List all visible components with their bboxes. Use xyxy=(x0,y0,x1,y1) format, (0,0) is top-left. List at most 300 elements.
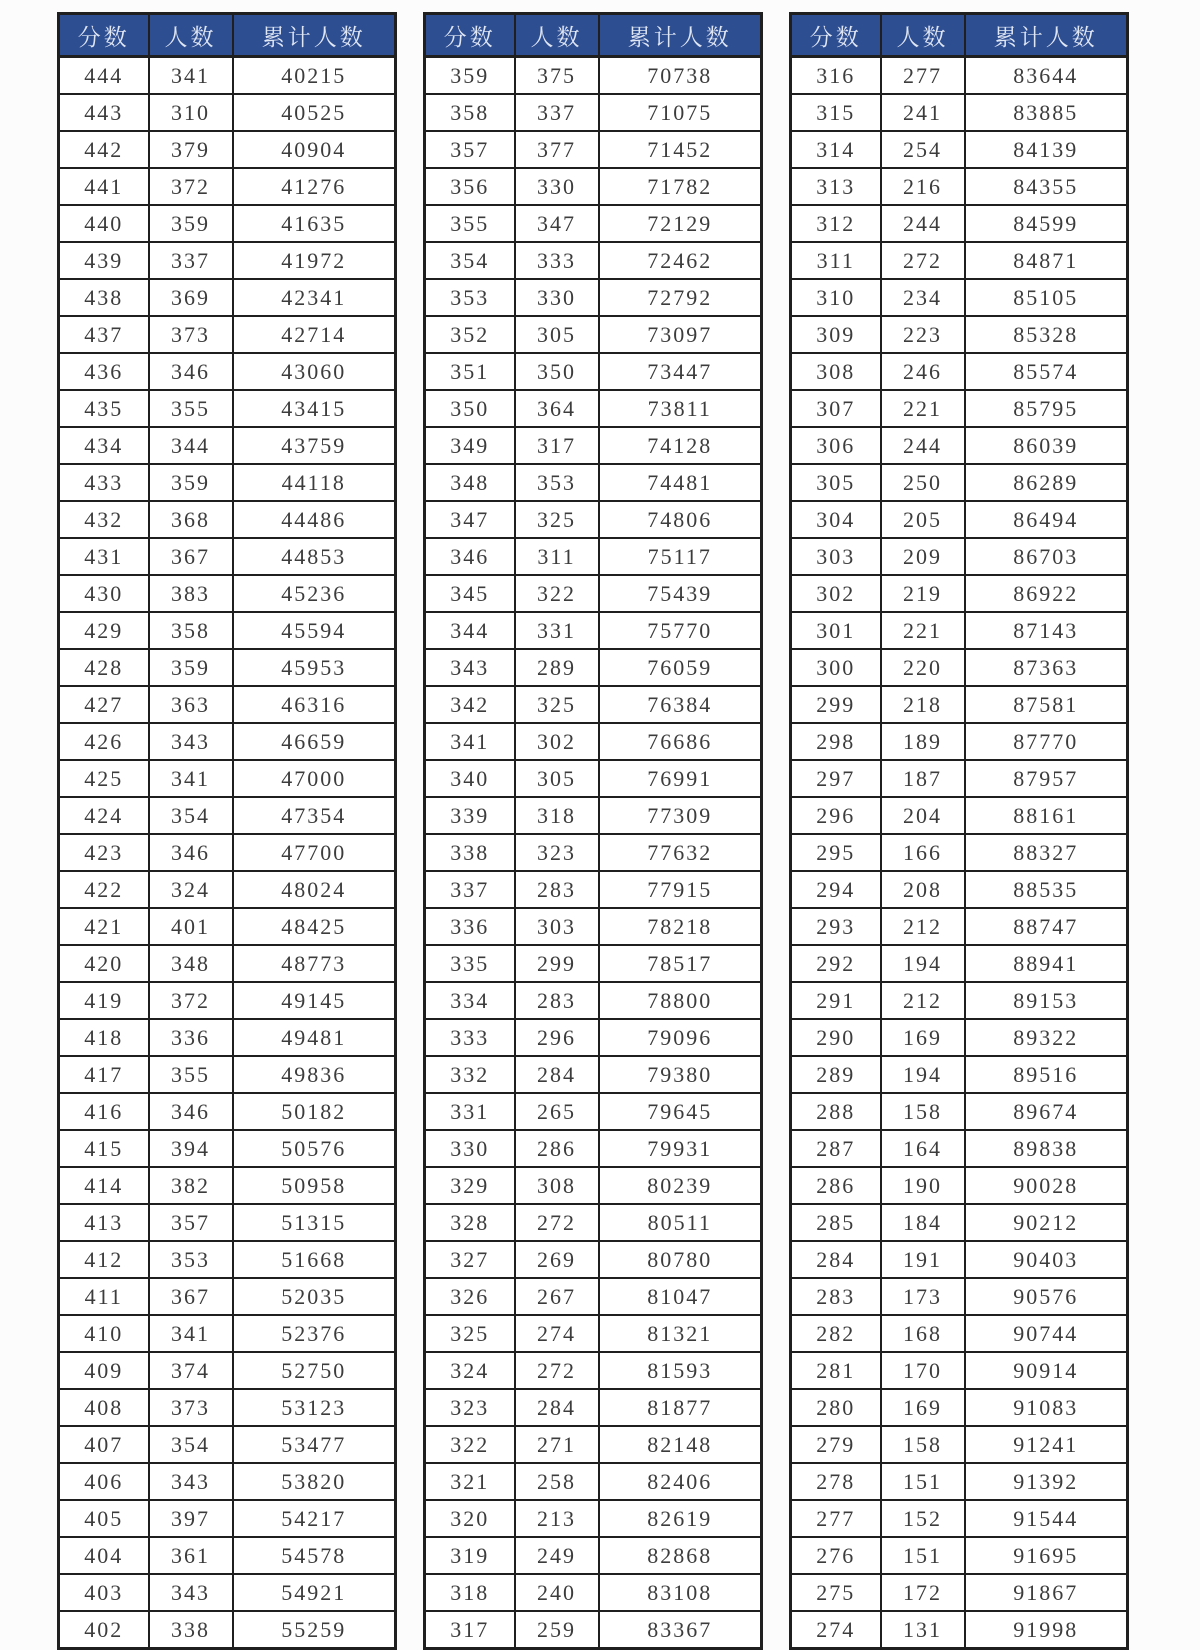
table-row xyxy=(59,1574,396,1611)
count-cell: 318 xyxy=(515,797,599,834)
table-row xyxy=(791,1352,1128,1389)
cumulative-cell: 89322 xyxy=(965,1019,1128,1056)
table-row xyxy=(791,242,1128,279)
table-row xyxy=(425,1204,762,1241)
count-cell: 208 xyxy=(881,871,965,908)
score-cell: 340 xyxy=(425,760,515,797)
count-cell: 350 xyxy=(515,353,599,390)
score-cell: 342 xyxy=(425,686,515,723)
cumulative-cell: 89838 xyxy=(965,1130,1128,1167)
score-cell: 290 xyxy=(791,1019,881,1056)
score-cell: 274 xyxy=(791,1611,881,1649)
score-cell: 276 xyxy=(791,1537,881,1574)
table-row xyxy=(59,1278,396,1315)
count-cell: 152 xyxy=(881,1500,965,1537)
table-row xyxy=(791,649,1128,686)
count-cell: 333 xyxy=(515,242,599,279)
table-row xyxy=(59,1537,396,1574)
cumulative-cell: 40904 xyxy=(233,131,396,168)
cumulative-cell: 88535 xyxy=(965,871,1128,908)
table-row xyxy=(791,1093,1128,1130)
count-cell: 221 xyxy=(881,390,965,427)
count-cell: 249 xyxy=(515,1537,599,1574)
cumulative-cell: 71782 xyxy=(599,168,762,205)
table-row xyxy=(791,168,1128,205)
cumulative-cell: 79096 xyxy=(599,1019,762,1056)
count-cell: 367 xyxy=(149,538,233,575)
cumulative-cell: 49145 xyxy=(233,982,396,1019)
table-row xyxy=(791,871,1128,908)
count-cell: 373 xyxy=(149,316,233,353)
count-cell: 240 xyxy=(515,1574,599,1611)
score-cell: 424 xyxy=(59,797,149,834)
score-cell: 431 xyxy=(59,538,149,575)
cumulative-cell: 76384 xyxy=(599,686,762,723)
cumulative-cell: 89516 xyxy=(965,1056,1128,1093)
score-cell: 417 xyxy=(59,1056,149,1093)
cumulative-cell: 84599 xyxy=(965,205,1128,242)
count-cell: 219 xyxy=(881,575,965,612)
count-cell: 221 xyxy=(881,612,965,649)
table-row xyxy=(59,1056,396,1093)
cumulative-cell: 91392 xyxy=(965,1463,1128,1500)
cumulative-cell: 84871 xyxy=(965,242,1128,279)
count-cell: 212 xyxy=(881,908,965,945)
table-row xyxy=(791,57,1128,95)
score-cell: 337 xyxy=(425,871,515,908)
count-cell: 401 xyxy=(149,908,233,945)
table-row xyxy=(59,575,396,612)
count-cell: 187 xyxy=(881,760,965,797)
cumulative-cell: 83644 xyxy=(965,57,1128,95)
count-cell: 397 xyxy=(149,1500,233,1537)
cumulative-cell: 81877 xyxy=(599,1389,762,1426)
table-row xyxy=(425,242,762,279)
cumulative-cell: 43060 xyxy=(233,353,396,390)
table-row xyxy=(59,1315,396,1352)
cumulative-cell: 86922 xyxy=(965,575,1128,612)
score-cell: 283 xyxy=(791,1278,881,1315)
cumulative-cell: 43415 xyxy=(233,390,396,427)
count-cell: 361 xyxy=(149,1537,233,1574)
score-cell: 419 xyxy=(59,982,149,1019)
cumulative-cell: 84355 xyxy=(965,168,1128,205)
table-row xyxy=(59,1204,396,1241)
table-row xyxy=(59,1352,396,1389)
table-row xyxy=(791,353,1128,390)
count-cell: 212 xyxy=(881,982,965,1019)
table-row xyxy=(425,57,762,95)
count-cell: 246 xyxy=(881,353,965,390)
table-row xyxy=(791,205,1128,242)
table-row xyxy=(59,1500,396,1537)
table-row xyxy=(59,723,396,760)
table-row xyxy=(59,871,396,908)
table-row xyxy=(791,834,1128,871)
table-row xyxy=(59,427,396,464)
table-row xyxy=(425,501,762,538)
score-cell: 406 xyxy=(59,1463,149,1500)
count-cell: 283 xyxy=(515,982,599,1019)
cumulative-cell: 45953 xyxy=(233,649,396,686)
score-cell: 304 xyxy=(791,501,881,538)
table-row xyxy=(59,242,396,279)
cumulative-cell: 40525 xyxy=(233,94,396,131)
score-cell: 438 xyxy=(59,279,149,316)
count-cell: 277 xyxy=(881,57,965,95)
cumulative-cell: 46316 xyxy=(233,686,396,723)
table-row xyxy=(59,649,396,686)
table-row xyxy=(791,982,1128,1019)
count-cell: 254 xyxy=(881,131,965,168)
score-cell: 439 xyxy=(59,242,149,279)
table-row xyxy=(59,94,396,131)
table-row xyxy=(425,390,762,427)
count-cell: 369 xyxy=(149,279,233,316)
table-row xyxy=(791,1241,1128,1278)
count-cell: 346 xyxy=(149,834,233,871)
cumulative-cell: 78218 xyxy=(599,908,762,945)
score-cell: 358 xyxy=(425,94,515,131)
count-cell: 296 xyxy=(515,1019,599,1056)
cumulative-cell: 46659 xyxy=(233,723,396,760)
score-cell: 433 xyxy=(59,464,149,501)
count-cell: 173 xyxy=(881,1278,965,1315)
score-cell: 324 xyxy=(425,1352,515,1389)
count-cell: 394 xyxy=(149,1130,233,1167)
count-cell: 363 xyxy=(149,686,233,723)
table-row xyxy=(425,279,762,316)
table-row xyxy=(425,1278,762,1315)
table-row xyxy=(791,1056,1128,1093)
score-cell: 280 xyxy=(791,1389,881,1426)
table-row xyxy=(59,316,396,353)
score-cell: 427 xyxy=(59,686,149,723)
table-row xyxy=(791,1500,1128,1537)
cumulative-cell: 74806 xyxy=(599,501,762,538)
count-cell: 166 xyxy=(881,834,965,871)
cumulative-cell: 87581 xyxy=(965,686,1128,723)
count-cell: 258 xyxy=(515,1463,599,1500)
table-row xyxy=(791,723,1128,760)
count-cell: 323 xyxy=(515,834,599,871)
score-cell: 287 xyxy=(791,1130,881,1167)
cumulative-cell: 52376 xyxy=(233,1315,396,1352)
table-row xyxy=(59,131,396,168)
cumulative-cell: 87957 xyxy=(965,760,1128,797)
count-cell: 311 xyxy=(515,538,599,575)
score-cell: 423 xyxy=(59,834,149,871)
score-cell: 296 xyxy=(791,797,881,834)
count-cell: 194 xyxy=(881,945,965,982)
table-row xyxy=(791,612,1128,649)
count-cell: 265 xyxy=(515,1093,599,1130)
cumulative-column-header: 累计人数 xyxy=(599,14,762,57)
cumulative-column-header: 累计人数 xyxy=(233,14,396,57)
cumulative-cell: 49836 xyxy=(233,1056,396,1093)
count-cell: 158 xyxy=(881,1426,965,1463)
count-cell: 308 xyxy=(515,1167,599,1204)
count-cell: 283 xyxy=(515,871,599,908)
table-row xyxy=(791,1204,1128,1241)
table-row xyxy=(425,945,762,982)
count-cell: 322 xyxy=(515,575,599,612)
table-row xyxy=(425,1093,762,1130)
count-cell: 374 xyxy=(149,1352,233,1389)
table-row xyxy=(425,131,762,168)
table-row xyxy=(791,1130,1128,1167)
score-cell: 279 xyxy=(791,1426,881,1463)
score-cell: 277 xyxy=(791,1500,881,1537)
count-cell: 377 xyxy=(515,131,599,168)
table-row xyxy=(425,723,762,760)
count-cell: 189 xyxy=(881,723,965,760)
score-column-header: 分数 xyxy=(791,14,881,57)
table-row xyxy=(59,279,396,316)
cumulative-cell: 44118 xyxy=(233,464,396,501)
count-cell: 368 xyxy=(149,501,233,538)
count-cell: 359 xyxy=(149,649,233,686)
cumulative-cell: 44486 xyxy=(233,501,396,538)
cumulative-cell: 75117 xyxy=(599,538,762,575)
score-cell: 444 xyxy=(59,57,149,95)
table-row xyxy=(59,464,396,501)
table-row xyxy=(59,982,396,1019)
score-cell: 413 xyxy=(59,1204,149,1241)
cumulative-cell: 72792 xyxy=(599,279,762,316)
table-row xyxy=(425,649,762,686)
count-cell: 191 xyxy=(881,1241,965,1278)
count-cell: 218 xyxy=(881,686,965,723)
score-cell: 339 xyxy=(425,797,515,834)
score-cell: 357 xyxy=(425,131,515,168)
score-cell: 422 xyxy=(59,871,149,908)
score-cell: 353 xyxy=(425,279,515,316)
score-cell: 284 xyxy=(791,1241,881,1278)
count-cell: 364 xyxy=(515,390,599,427)
cumulative-cell: 87363 xyxy=(965,649,1128,686)
cumulative-cell: 81321 xyxy=(599,1315,762,1352)
cumulative-cell: 91998 xyxy=(965,1611,1128,1649)
cumulative-cell: 76991 xyxy=(599,760,762,797)
table-row xyxy=(59,1130,396,1167)
score-cell: 282 xyxy=(791,1315,881,1352)
cumulative-cell: 74481 xyxy=(599,464,762,501)
count-cell: 190 xyxy=(881,1167,965,1204)
count-cell: 204 xyxy=(881,797,965,834)
count-cell: 151 xyxy=(881,1463,965,1500)
cumulative-cell: 54217 xyxy=(233,1500,396,1537)
score-cell: 418 xyxy=(59,1019,149,1056)
cumulative-cell: 48024 xyxy=(233,871,396,908)
count-cell: 271 xyxy=(515,1426,599,1463)
count-cell: 305 xyxy=(515,760,599,797)
score-cell: 409 xyxy=(59,1352,149,1389)
cumulative-cell: 78517 xyxy=(599,945,762,982)
cumulative-cell: 77309 xyxy=(599,797,762,834)
score-cell: 311 xyxy=(791,242,881,279)
count-column-header: 人数 xyxy=(149,14,233,57)
score-cell: 402 xyxy=(59,1611,149,1649)
cumulative-cell: 52035 xyxy=(233,1278,396,1315)
cumulative-cell: 90212 xyxy=(965,1204,1128,1241)
cumulative-cell: 85328 xyxy=(965,316,1128,353)
table-row xyxy=(425,686,762,723)
count-cell: 325 xyxy=(515,501,599,538)
table-row xyxy=(791,760,1128,797)
score-cell: 355 xyxy=(425,205,515,242)
score-column-header: 分数 xyxy=(425,14,515,57)
table-row xyxy=(425,353,762,390)
count-cell: 347 xyxy=(515,205,599,242)
cumulative-cell: 91083 xyxy=(965,1389,1128,1426)
table-row xyxy=(59,353,396,390)
count-cell: 346 xyxy=(149,1093,233,1130)
table-row xyxy=(791,1315,1128,1352)
count-cell: 267 xyxy=(515,1278,599,1315)
score-cell: 435 xyxy=(59,390,149,427)
score-cell: 313 xyxy=(791,168,881,205)
count-cell: 337 xyxy=(149,242,233,279)
count-cell: 353 xyxy=(149,1241,233,1278)
count-cell: 341 xyxy=(149,760,233,797)
score-cell: 329 xyxy=(425,1167,515,1204)
count-cell: 357 xyxy=(149,1204,233,1241)
score-cell: 356 xyxy=(425,168,515,205)
table-row xyxy=(425,1352,762,1389)
score-cell: 305 xyxy=(791,464,881,501)
table-row xyxy=(425,1537,762,1574)
table-row xyxy=(425,1019,762,1056)
table-row xyxy=(425,1500,762,1537)
score-cell: 350 xyxy=(425,390,515,427)
cumulative-cell: 88161 xyxy=(965,797,1128,834)
cumulative-cell: 71452 xyxy=(599,131,762,168)
cumulative-cell: 54921 xyxy=(233,1574,396,1611)
score-cell: 442 xyxy=(59,131,149,168)
score-cell: 321 xyxy=(425,1463,515,1500)
table-row xyxy=(59,538,396,575)
count-cell: 310 xyxy=(149,94,233,131)
table-row xyxy=(59,945,396,982)
cumulative-cell: 86289 xyxy=(965,464,1128,501)
cumulative-cell: 76059 xyxy=(599,649,762,686)
table-row xyxy=(425,1574,762,1611)
table-row xyxy=(791,1278,1128,1315)
table-row xyxy=(425,797,762,834)
score-cell: 338 xyxy=(425,834,515,871)
table-row xyxy=(425,1611,762,1649)
table-row xyxy=(791,1574,1128,1611)
table-row xyxy=(791,1019,1128,1056)
count-cell: 169 xyxy=(881,1389,965,1426)
score-cell: 436 xyxy=(59,353,149,390)
count-cell: 205 xyxy=(881,501,965,538)
cumulative-cell: 82406 xyxy=(599,1463,762,1500)
count-cell: 346 xyxy=(149,353,233,390)
table-row xyxy=(425,1241,762,1278)
cumulative-cell: 90028 xyxy=(965,1167,1128,1204)
score-cell: 437 xyxy=(59,316,149,353)
cumulative-cell: 50958 xyxy=(233,1167,396,1204)
count-cell: 274 xyxy=(515,1315,599,1352)
cumulative-cell: 90403 xyxy=(965,1241,1128,1278)
count-cell: 330 xyxy=(515,279,599,316)
cumulative-cell: 79931 xyxy=(599,1130,762,1167)
score-cell: 328 xyxy=(425,1204,515,1241)
cumulative-cell: 48773 xyxy=(233,945,396,982)
score-cell: 319 xyxy=(425,1537,515,1574)
count-cell: 172 xyxy=(881,1574,965,1611)
count-cell: 151 xyxy=(881,1537,965,1574)
score-cell: 330 xyxy=(425,1130,515,1167)
score-cell: 410 xyxy=(59,1315,149,1352)
cumulative-cell: 91241 xyxy=(965,1426,1128,1463)
count-cell: 344 xyxy=(149,427,233,464)
count-cell: 336 xyxy=(149,1019,233,1056)
score-cell: 302 xyxy=(791,575,881,612)
count-cell: 355 xyxy=(149,1056,233,1093)
score-cell: 303 xyxy=(791,538,881,575)
score-cell: 297 xyxy=(791,760,881,797)
cumulative-cell: 86703 xyxy=(965,538,1128,575)
count-cell: 372 xyxy=(149,982,233,1019)
score-cell: 327 xyxy=(425,1241,515,1278)
score-cell: 298 xyxy=(791,723,881,760)
cumulative-cell: 51668 xyxy=(233,1241,396,1278)
score-table-2 xyxy=(423,12,763,1650)
count-cell: 354 xyxy=(149,1426,233,1463)
header-row xyxy=(791,14,1128,57)
cumulative-cell: 78800 xyxy=(599,982,762,1019)
score-cell: 429 xyxy=(59,612,149,649)
table-row xyxy=(791,1167,1128,1204)
cumulative-cell: 73811 xyxy=(599,390,762,427)
table-row xyxy=(791,1537,1128,1574)
count-cell: 234 xyxy=(881,279,965,316)
cumulative-cell: 47354 xyxy=(233,797,396,834)
count-cell: 343 xyxy=(149,1574,233,1611)
count-cell: 303 xyxy=(515,908,599,945)
cumulative-cell: 80239 xyxy=(599,1167,762,1204)
count-cell: 272 xyxy=(515,1352,599,1389)
count-column-header: 人数 xyxy=(881,14,965,57)
cumulative-cell: 72462 xyxy=(599,242,762,279)
cumulative-cell: 81047 xyxy=(599,1278,762,1315)
score-cell: 349 xyxy=(425,427,515,464)
table-row xyxy=(59,57,396,95)
table-row xyxy=(59,1611,396,1649)
cumulative-cell: 86039 xyxy=(965,427,1128,464)
score-cell: 407 xyxy=(59,1426,149,1463)
table-row xyxy=(425,1389,762,1426)
score-cell: 430 xyxy=(59,575,149,612)
score-cell: 331 xyxy=(425,1093,515,1130)
count-cell: 341 xyxy=(149,1315,233,1352)
count-cell: 372 xyxy=(149,168,233,205)
score-cell: 325 xyxy=(425,1315,515,1352)
table-row xyxy=(59,908,396,945)
table-row xyxy=(791,945,1128,982)
table-row xyxy=(791,797,1128,834)
cumulative-cell: 88941 xyxy=(965,945,1128,982)
count-cell: 353 xyxy=(515,464,599,501)
cumulative-cell: 47700 xyxy=(233,834,396,871)
table-row xyxy=(791,427,1128,464)
cumulative-cell: 84139 xyxy=(965,131,1128,168)
table-row xyxy=(425,1130,762,1167)
score-cell: 332 xyxy=(425,1056,515,1093)
